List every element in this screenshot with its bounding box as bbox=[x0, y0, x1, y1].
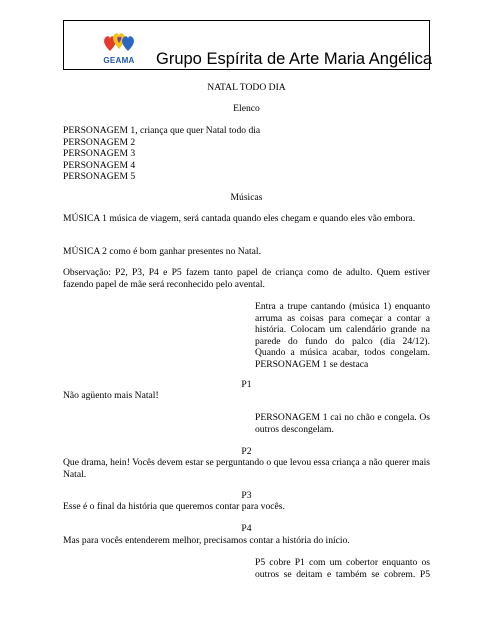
logo-text: GEAMA bbox=[103, 56, 135, 65]
stage-direction: Entra a trupe cantando (música 1) enquanto arruma as coisas para começar a contar a história. Colocam um calendário grande na parede do fundo do palco (dia 24/12). Quando a música acabar, todos congelam. PERSONAGEM 1 se destaca bbox=[255, 301, 430, 370]
dialogue-line: Esse é o final da história que queremos contar para vocês. bbox=[63, 501, 285, 512]
play-title: NATAL TODO DIA bbox=[207, 82, 286, 93]
speaker-label: P2 bbox=[241, 446, 252, 457]
dialogue-line: Mas para vocês entenderem melhor, precisamos contar a história do início. bbox=[63, 535, 350, 546]
cast-line: PERSONAGEM 5 bbox=[63, 171, 136, 182]
cast-note: Observação: P2, P3, P4 e P5 fazem tanto papel de criança como de adulto. Quem estiver fazendo papel de mãe será reconhecido pelo avental. bbox=[63, 267, 430, 290]
geama-logo bbox=[102, 29, 136, 65]
cast-line: PERSONAGEM 3 bbox=[63, 148, 136, 159]
organization-title: Grupo Espírita de Arte Maria Angélica bbox=[156, 50, 433, 68]
hearts-logo-icon bbox=[102, 29, 136, 53]
speaker-label: P1 bbox=[241, 379, 252, 390]
music-heading: Músicas bbox=[230, 192, 263, 203]
stage-direction: P5 cobre P1 com um cobertor enquanto os outros se deitam e também se cobrem. P5 bbox=[255, 557, 430, 580]
dialogue-line: Que drama, hein! Vocês devem estar se perguntando o que levou essa criança a não querer mais Natal. bbox=[63, 457, 430, 480]
speaker-label: P4 bbox=[241, 523, 252, 534]
cast-line: PERSONAGEM 1, criança que quer Natal todo dia bbox=[63, 125, 261, 136]
dialogue-line: Não agüento mais Natal! bbox=[63, 390, 159, 401]
cast-line: PERSONAGEM 2 bbox=[63, 136, 136, 148]
cast-heading: Elenco bbox=[233, 103, 260, 114]
page-header bbox=[63, 20, 433, 70]
speaker-label: P3 bbox=[241, 490, 252, 501]
song-2: MÚSICA 2 como é bom ganhar presentes no Natal. bbox=[63, 246, 261, 257]
stage-direction: PERSONAGEM 1 cai no chão e congela. Os outros descongelam. bbox=[255, 412, 430, 435]
cast-line: PERSONAGEM 4 bbox=[63, 159, 136, 171]
song-1: MÚSICA 1 música de viagem, será cantada quando eles chegam e quando eles vão embora. bbox=[63, 213, 416, 224]
